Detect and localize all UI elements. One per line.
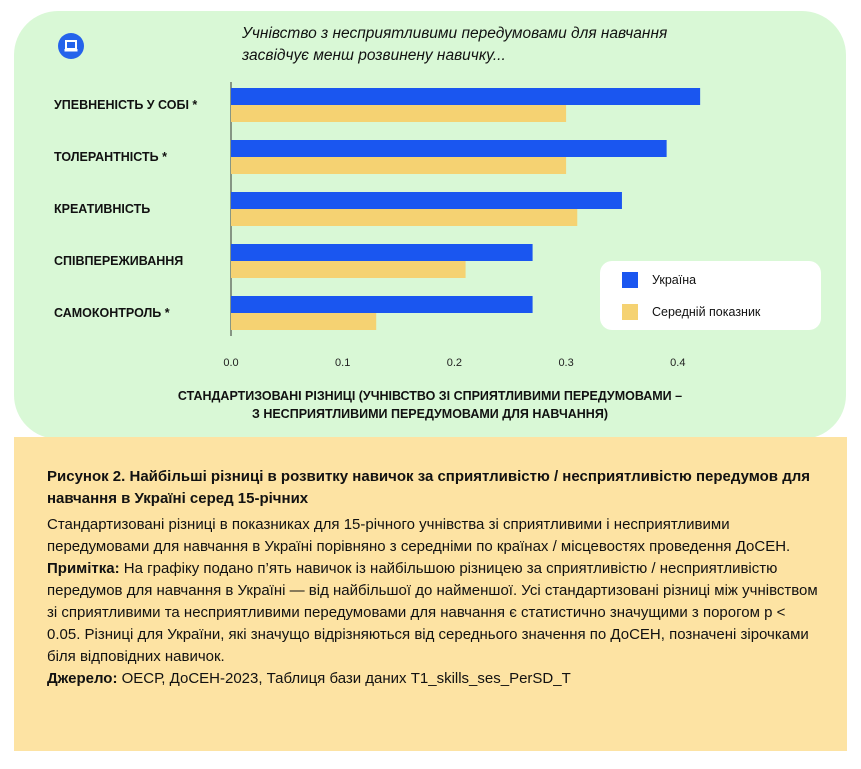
- x-tick-label: 0.4: [670, 357, 686, 369]
- bar-ukraine: [231, 192, 622, 209]
- figure-source: [47, 668, 822, 690]
- bar-average: [231, 313, 376, 330]
- bar-ukraine: [231, 296, 533, 313]
- note-text: На графіку подано п’ять навичок із найбільшою різницею за сприятливістю / несприятливістю передумов для навчання в Україні — від найбільшої до найменшої. Усі стандартизовані різниці між учнівством зі сприятливими та несприятливими передумовами для навчання є статистично значущими з порогом p < 0.05. Різниці для України, які значущо відрізняються від середнього значення по ДоСЕН, позначені зірочками біля відповідних навичок.: [47, 560, 818, 665]
- source-label: Джерело:: [47, 670, 118, 687]
- legend-item-ukraine: [622, 270, 696, 290]
- figure-note: [47, 558, 822, 668]
- legend-label-average: Середній показник: [652, 305, 761, 319]
- subtitle-line-2: засвідчує менш розвинену навичку...: [242, 47, 506, 64]
- bar-average: [231, 157, 566, 174]
- bar-average: [231, 105, 566, 122]
- x-tick-label: 0.3: [558, 357, 574, 369]
- bar-ukraine: [231, 88, 700, 105]
- x-axis-title-line-2: З НЕСПРИЯТЛИВИМИ ПЕРЕДУМОВАМИ ДЛЯ НАВЧАННЯ): [252, 407, 608, 421]
- bar-ukraine: [231, 244, 533, 261]
- bar-ukraine: [231, 140, 667, 157]
- category-label: САМОКОНТРОЛЬ *: [54, 306, 170, 320]
- category-label: КРЕАТИВНІСТЬ: [54, 202, 151, 216]
- category-label: СПІВПЕРЕЖИВАННЯ: [54, 254, 184, 268]
- x-tick-label: 0.2: [446, 357, 463, 369]
- x-axis-title: [60, 387, 800, 423]
- source-text: ОЕСР, ДоСЕН-2023, Таблиця бази даних T1_skills_ses_PerSD_T: [117, 670, 571, 687]
- caption-panel: [14, 437, 847, 751]
- legend-label-ukraine: Україна: [652, 273, 697, 287]
- category-label: УПЕВНЕНІСТЬ У СОБІ *: [54, 98, 198, 112]
- figure-description: Стандартизовані різниці в показниках для 15-річного учнівства зі сприятливими і несприятливими передумовами для навчання в Україні порівняно з середніми по країнах / місцевостях проведення ДоСЕН.: [47, 516, 791, 555]
- x-tick-label: 0.1: [335, 357, 351, 369]
- figure-caption-body: [47, 514, 822, 690]
- subtitle-line-1: Учнівство з несприятливими передумовами для навчання: [242, 25, 668, 42]
- category-label: ТОЛЕРАНТНІСТЬ *: [54, 150, 167, 164]
- x-axis-title-line-1: СТАНДАРТИЗОВАНІ РІЗНИЦІ (УЧНІВСТВО ЗІ СПРИЯТЛИВИМИ ПЕРЕДУМОВАМИ –: [177, 389, 683, 403]
- x-tick-label: 0.0: [223, 357, 239, 369]
- legend: [600, 261, 821, 330]
- legend-swatch-average: [622, 304, 638, 320]
- bar-average: [231, 209, 577, 226]
- figure-title: Рисунок 2. Найбільші різниці в розвитку навичок за сприятливістю / несприятливістю передумов для навчання в Україні серед 15-річних: [47, 468, 810, 507]
- legend-swatch-ukraine: [622, 272, 638, 288]
- note-label: Примітка:: [47, 560, 120, 577]
- bar-average: [231, 261, 466, 278]
- legend-item-average: [622, 302, 760, 322]
